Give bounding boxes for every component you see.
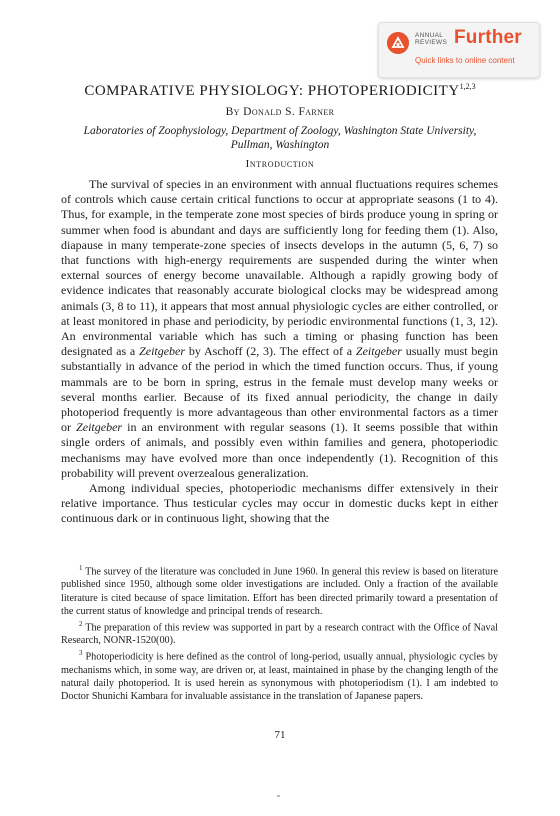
byline-prefix: By xyxy=(225,106,240,118)
author-byline xyxy=(0,106,560,118)
further-badge[interactable] xyxy=(378,22,540,78)
affiliation-line1: Laboratories of Zoophysiology, Department of Zoology, Washington State University, xyxy=(83,125,477,137)
article-title xyxy=(0,82,560,100)
term-zeitgeber: Zeitgeber xyxy=(139,344,186,359)
footnote-mark: 3 xyxy=(79,649,83,658)
body-paragraph: The survival of species in an environment with annual fluctuations requires schemes of controls which cause certain critical functions to occur at appropriate seasons (1 to 4). Thus, for example, in the temperate zone most species of birds produce young in spring or summer when food is abundant and days are sufficiently long for feeding them (1). Also, diapause in many temperate-zone species of insects develops in the autumn (5, 6, 7) so that functions with high-energy requirements are suspended during the winter when external sources of energy become unavailable. Although a rapidly growing body of evidence indicates that reasonably accurate biological clocks may be widespread among animals (3, 8 to 11), it appears that most annual physiologic cycles are either controlled, or at least monitored in phase and periodicity, by periodic environmental functions (1, 3, 12). An environmental variable which has such a timing or phasing function has been designated as a Zeitgeber by Aschoff (2, 3). The effect of a Zeitgeber usually must begin substantially in advance of the period in which the timed function occurs. Thus, if young mammals are to be born in spring, estrus in the female must develop many weeks or several months earlier. Because of its fixed annual periodicity, the change in daily photoperiod frequently is more advantageous than other environmental factors as a timer or Zeitgeber in an environment with regular seasons (1). It seems possible that within single orders of animals, and possibly even within families and genera, photoperiodic mechanisms may have evolved more than once independently (1). Recognition of this probability will prevent overzealous generalization. xyxy=(61,177,498,480)
footnotes xyxy=(61,562,498,703)
section-heading: Introduction xyxy=(245,158,315,170)
term-zeitgeber: Zeitgeber xyxy=(76,420,123,435)
footnote-text: Photoperiodicity is here defined as the control of long-period, usually annual, physiologic cycles by mechanisms which, in some way, are driven or, at least, maintained in phase by the changing length of the natural daily photoperiod. It is used herein as synonymous with photoperiodism (1). I am indebted to Doctor Shunichi Kambara for invaluable assistance in the translation of Japanese papers. xyxy=(61,651,499,703)
further-sublink[interactable]: Quick links to online content xyxy=(415,56,515,65)
footnote-mark: 1 xyxy=(79,564,83,572)
further-brand xyxy=(415,32,455,46)
further-brand-line1: ANNUAL xyxy=(415,32,444,39)
footnote xyxy=(61,647,498,703)
further-brand-line2: REVIEWS xyxy=(415,39,448,46)
footnote-mark: 2 xyxy=(79,619,83,628)
scan-speck xyxy=(277,795,280,797)
body-paragraph: Among individual species, photoperiodic mechanisms differ extensively in their relative importance. Thus testicular cycles may occur in domestic ducks kept in either continuous dark or in continuous light, showing that the xyxy=(61,481,498,526)
further-word: Further xyxy=(454,27,522,48)
body-text xyxy=(61,177,498,527)
article-title-text: COMPARATIVE PHYSIOLOGY: PHOTOPERIODICITY xyxy=(84,83,460,99)
page-number: 71 xyxy=(274,729,286,741)
annual-reviews-logo-icon xyxy=(387,32,409,54)
term-zeitgeber: Zeitgeber xyxy=(355,344,402,359)
footnote xyxy=(61,562,498,618)
footnote-text: The preparation of this review was supported in part by a research contract with the Office of Naval Research, NONR-1520(00). xyxy=(61,622,498,647)
footnote-text: The survey of the literature was concluded in June 1960. In general this review is based on literature published since 1950, although some older investigations are included. Only a fraction of the available literature is cited because of space limitation. Effort has been directed primarily toward a presentation of the current status of knowledge and principal trends of research. xyxy=(61,566,498,617)
footnote xyxy=(61,618,498,648)
author-name: Donald S. Farner xyxy=(243,106,335,118)
title-footnote-marks: 1,2,3 xyxy=(459,82,476,91)
affiliation-line2: Pullman, Washington xyxy=(230,139,330,151)
author-affiliation xyxy=(60,124,500,152)
